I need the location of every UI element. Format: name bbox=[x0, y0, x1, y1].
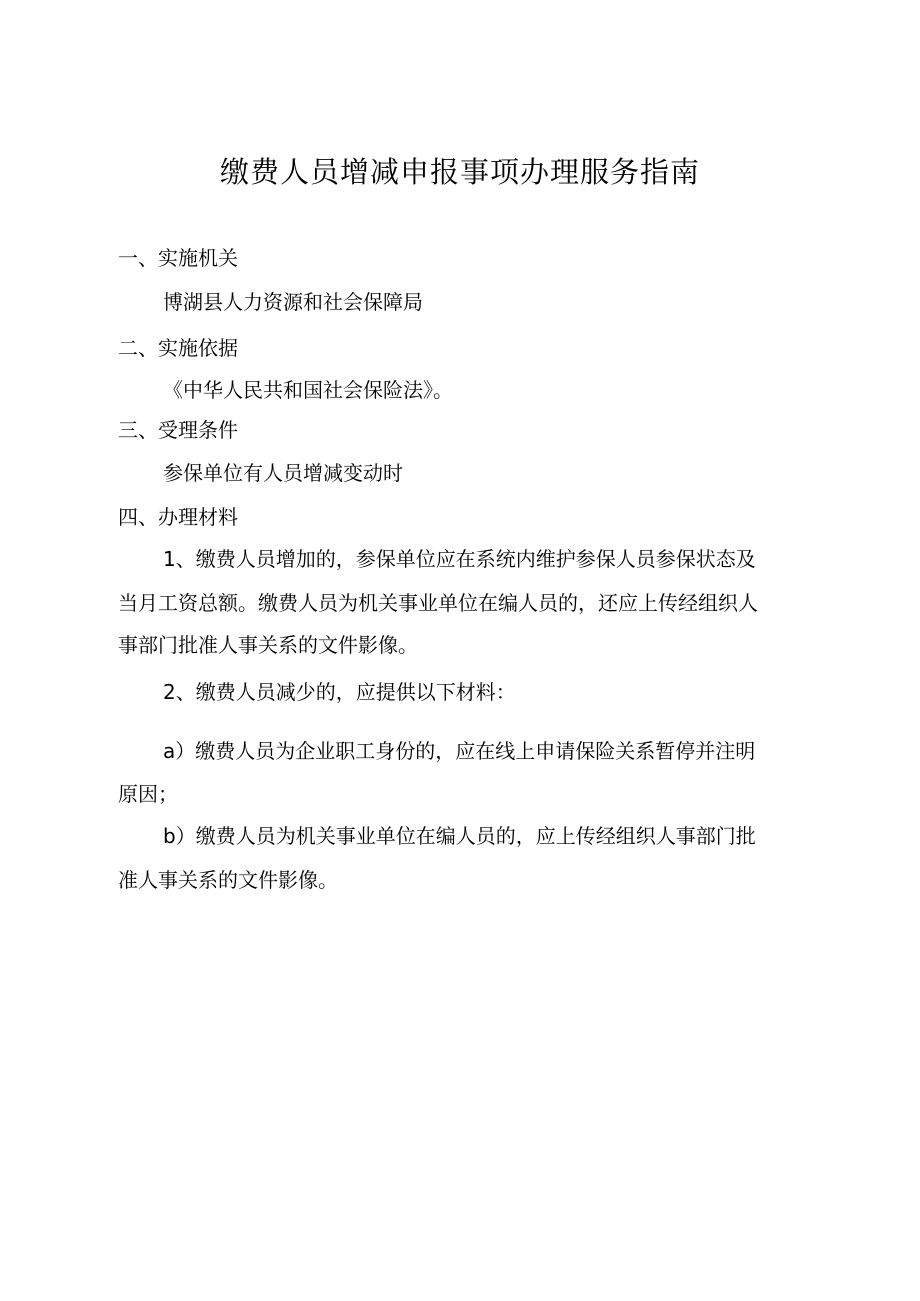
page-title: 缴费人员增减申报事项办理服务指南 bbox=[219, 155, 700, 189]
section-heading-4: 四、办理材料 bbox=[118, 505, 238, 529]
material-item-a-line-2: 原因； bbox=[118, 782, 178, 806]
section-heading-3: 三、受理条件 bbox=[118, 418, 238, 442]
material-item-1-line-2: 当月工资总额。缴费人员为机关事业单位在编人员的，还应上传经组织人 bbox=[118, 591, 758, 615]
section-1-text: 博湖县人力资源和社会保障局 bbox=[163, 290, 423, 314]
section-heading-2: 二、实施依据 bbox=[118, 336, 238, 360]
material-item-1-line-1: 1、缴费人员增加的，参保单位应在系统内维护参保人员参保状态及 bbox=[163, 547, 756, 571]
material-item-a-line-1: a）缴费人员为企业职工身份的，应在线上申请保险关系暂停并注明 bbox=[163, 739, 756, 763]
material-item-b-line-1: b）缴费人员为机关事业单位在编人员的，应上传经组织人事部门批 bbox=[163, 824, 756, 848]
section-3-text: 参保单位有人员增减变动时 bbox=[163, 461, 403, 485]
section-heading-1: 一、实施机关 bbox=[118, 246, 238, 270]
material-item-1-line-3: 事部门批准人事关系的文件影像。 bbox=[118, 633, 418, 657]
section-2-text: 《中华人民共和国社会保险法》。 bbox=[163, 378, 453, 402]
material-item-2-line-1: 2、缴费人员减少的，应提供以下材料： bbox=[163, 680, 516, 704]
material-item-b-line-2: 准人事关系的文件影像。 bbox=[118, 868, 338, 892]
